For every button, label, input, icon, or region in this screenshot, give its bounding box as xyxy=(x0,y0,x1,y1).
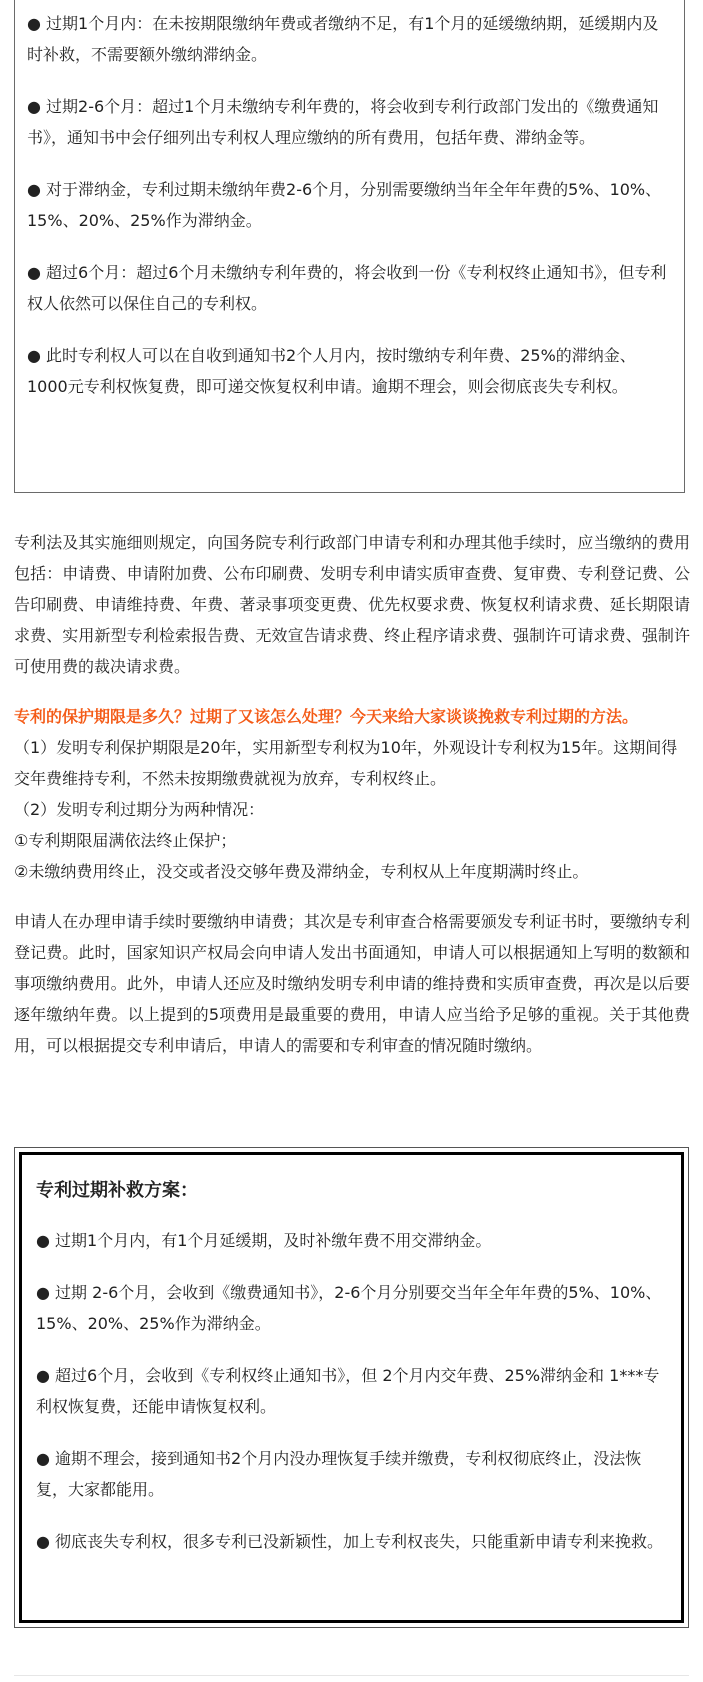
remedy-bullet-5: ● 彻底丧失专利权，很多专利已没新颖性，加上专利权丧失，只能重新申请专利来挽救。 xyxy=(36,1532,664,1551)
bullet-within-1-month: ● 过期1个月内：在未按期限缴纳年费或者缴纳不足，有1个月的延缓缴纳期，延缓期内及时补救，不需要额外缴纳滞纳金。 xyxy=(27,14,659,64)
remedy-plan-box xyxy=(14,1147,689,1628)
bottom-divider xyxy=(14,1675,689,1676)
protection-term-line: （1）发明专利保护期限是20年，实用新型专利权为10年，外观设计专利权为15年。这期间得交年费维持专利，不然未按期缴费就视为放弃，专利权终止。 xyxy=(14,738,678,788)
fees-list-paragraph: 专利法及其实施细则规定，向国务院专利行政部门申请专利和办理其他手续时，应当缴纳的费用包括：申请费、申请附加费、公布印刷费、发明专利申请实质审查费、复审费、专利登记费、公告印刷费、申请维持费、年费、著录事项变更费、优先权要求费、恢复权利请求费、延长期限请求费、实用新型专利检索报告费、无效宣告请求费、终止程序请求费、强制许可请求费、强制许可使用费的裁决请求费。 xyxy=(14,533,690,676)
bullet-2-6-months: ● 过期2-6个月：超过1个月未缴纳专利年费的，将会收到专利行政部门发出的《缴费通知书》，通知书中会仔细列出专利权人理应缴纳的所有费用，包括年费、滞纳金等。 xyxy=(27,97,659,147)
remedy-bullet-1: ● 过期1个月内，有1个月延缓期，及时补缴年费不用交滞纳金。 xyxy=(36,1231,492,1250)
expiry-type-2: ②未缴纳费用终止，没交或者没交够年费及滞纳金，专利权从上年度期满时终止。 xyxy=(14,862,589,881)
expiry-types-line: （2）发明专利过期分为两种情况： xyxy=(14,800,265,819)
expiry-type-1: ①专利期限届满依法终止保护； xyxy=(14,831,237,850)
fee-payment-paragraph: 申请人在办理申请手续时要缴纳申请费；其次是专利审查合格需要颁发专利证书时，要缴纳专利登记费。此时，国家知识产权局会向申请人发出书面通知，申请人可以根据通知上写明的数额和事项缴纳费用。此外，申请人还应及时缴纳发明专利申请的维持费和实质审查费，再次是以后要逐年缴纳年费。以上提到的5项费用是最重要的费用，申请人应当给予足够的重视。关于其他费用，可以根据提交专利申请后，申请人的需要和专利审查的情况随时缴纳。 xyxy=(14,912,690,1055)
article-body xyxy=(14,527,690,1061)
section-heading: 专利的保护期限是多久？过期了又该怎么处理？今天来给大家谈谈挽救专利过期的方法。 xyxy=(14,707,639,726)
late-fee-summary-box xyxy=(14,0,685,493)
bullet-over-6-months: ● 超过6个月：超过6个月未缴纳专利年费的，将会收到一份《专利权终止通知书》，但专利权人依然可以保住自己的专利权。 xyxy=(27,263,667,313)
remedy-plan-title: 专利过期补救方案： xyxy=(36,1180,198,1201)
remedy-bullet-2: ● 过期 2-6个月，会收到《缴费通知书》，2-6个月分别要交当年全年年费的5%、10%、15%、20%、25%作为滞纳金。 xyxy=(36,1283,662,1333)
bullet-restoration: ● 此时专利权人可以在自收到通知书2个人月内，按时缴纳专利年费、25%的滞纳金、1000元专利权恢复费，即可递交恢复权利申请。逾期不理会，则会彻底丧失专利权。 xyxy=(27,346,636,396)
remedy-bullet-3: ● 超过6个月，会收到《专利权终止通知书》，但 2个月内交年费、25%滞纳金和 1***专利权恢复费，还能申请恢复权利。 xyxy=(36,1366,660,1416)
remedy-plan-inner xyxy=(19,1152,684,1623)
bullet-late-fee-rates: ● 对于滞纳金，专利过期未缴纳年费2-6个月，分别需要缴纳当年全年年费的5%、10%、15%、20%、25%作为滞纳金。 xyxy=(27,180,662,230)
remedy-bullet-4: ● 逾期不理会，接到通知书2个月内没办理恢复手续并缴费，专利权彻底终止，没法恢复，大家都能用。 xyxy=(36,1449,642,1499)
